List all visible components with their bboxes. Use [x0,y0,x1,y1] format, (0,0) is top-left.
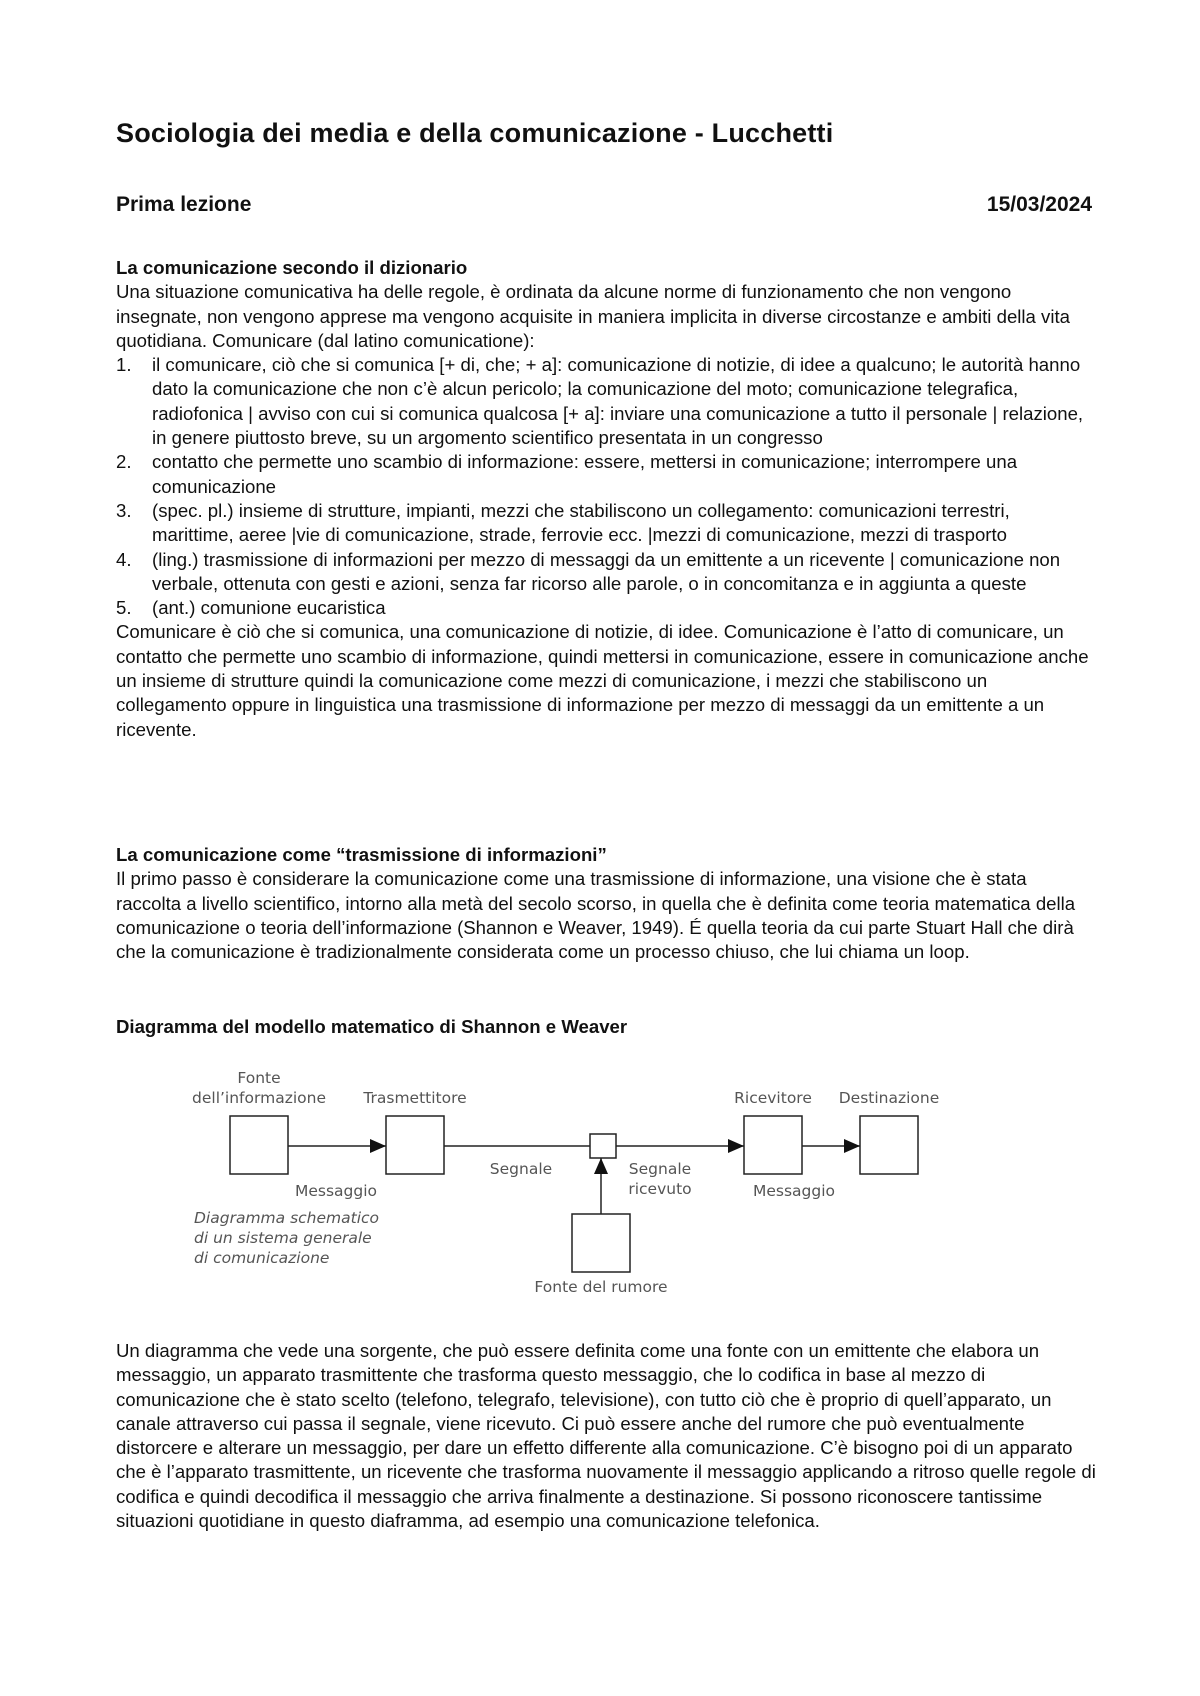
list-item-text: contatto che permette uno scambio di informazione: essere, mettersi in comunicazione; interrompere una comunicazione [152,451,1018,497]
paragraph-transmission: Il primo passo è considerare la comunicazione come una trasmissione di informazione, una visione che è stata raccolta a livello scientifico, intorno alla metà del secolo scorso, in quella che è definita come teoria matematica della comunicazione o teoria dell’informazione (Shannon e Weaver, 1949). É quella teoria da cui parte Stuart Hall che dirà che la comunicazione è tradizionalmente considerata come un processo chiuso, che lui chiama un loop. [116,868,1076,963]
noise-label: Fonte del rumore [534,1278,668,1296]
section-dictionary [116,256,1096,742]
list-item-text: (ant.) comunione eucaristica [152,597,386,619]
list-item [116,353,1096,450]
source-label: dell’informazione [192,1089,326,1107]
transmitter-label: Trasmettitore [363,1089,467,1107]
arrow-right-icon [370,1139,386,1153]
list-number: 3. [116,499,132,521]
paragraph-diagram: Un diagramma che vede una sorgente, che può essere definita come una fonte con un emittente che elabora un messaggio, un apparato trasmittente che trasforma questo messaggio, che lo codifica in base al mezzo di comunicazione che è stato scelto (telefono, telegrafo, televisione), con tutto ciò che è proprio di quell’apparato, un canale attraverso cui passa il segnale, viene ricevuto. Ci può essere anche del rumore che può eventualmente distorcere e alterare un messaggio, per dare un effetto differente alla comunicazione. C’è bisogno poi di un apparato che è l’apparato trasmittente, un ricevente che trasforma nuovamente il messaggio applicando a ritroso quelle regole di codifica e quindi decodifica il messaggio che arriva finalmente a destinazione. Si possono riconoscere tantissime situazioni quotidiane in questo diaframma, ad esempio una comunicazione telefonica. [116,1340,1096,1532]
list-number: 2. [116,451,132,473]
receiver-box [744,1116,802,1174]
transmitter-box [386,1116,444,1174]
list-number: 4. [116,548,132,570]
list-item-text: (spec. pl.) insieme di strutture, impianti, mezzi che stabiliscono un collegamento: comunicazioni terrestri, marittime, aeree |vie di comunicazione, strade, ferrovie ecc. |mezzi di comunicazione, mezzi di trasporto [152,499,1010,546]
list-item-text: (ling.) trasmissione di informazioni per mezzo di messaggi da un emittente a un ricevente | comunicazione non verbale, ottenuta con gesti e azioni, senza far ricorso alle parole, o in concomitanza e in aggiunta a queste [152,548,1061,594]
section-diagram-explanation [116,1339,1096,1533]
lesson-header [116,193,1092,217]
arrow-up-icon [594,1158,608,1174]
definition-list [116,353,1096,620]
channel-box [590,1134,616,1158]
message-label: Messaggio [752,1182,836,1200]
lesson-label: Prima lezione [116,193,252,216]
section-heading: La comunicazione come “trasmissione di informazioni” [116,844,607,865]
signal-label: Segnale [489,1160,553,1178]
shannon-weaver-diagram [184,1066,944,1306]
noise-box [572,1214,630,1272]
message-label: Messaggio [294,1182,378,1200]
source-label: Fonte [237,1069,281,1087]
received-signal-label: Segnale [628,1160,692,1178]
document-title: Sociologia dei media e della comunicazione - Lucchetti [116,118,834,148]
list-number: 1. [116,354,132,376]
received-signal-label: ricevuto [628,1180,692,1198]
diagram-caption: di un sistema generale [194,1229,372,1247]
arrow-right-icon [728,1139,744,1153]
list-item [116,499,1096,548]
section-heading: La comunicazione secondo il dizionario [116,257,468,278]
diagram-caption: Diagramma schematico [194,1209,380,1227]
arrow-right-icon [844,1139,860,1153]
list-item-text: il comunicare, ciò che si comunica [+ di, che; + a]: comunicazione di notizie, di idee a qualcuno; le autorità hanno dato la comunicazione che non c’è alcun pericolo; la comunicazione del moto; comunicazione telegrafica, radiofonica | avviso con cui si comunica qualcosa [+ a]: inviare una comunicazione a tutto il personale | relazione, in genere piuttosto breve, su un argomento scientifico presentata in un congresso [152,354,1084,449]
paragraph-intro: Una situazione comunicativa ha delle regole, è ordinata da alcune norme di funzionamento che non vengono insegnate, non vengono apprese ma vengono acquisite in maniera implicita in diverse circostanze e ambiti della vita quotidiana. Comunicare (dal latino comunicatione): [116,281,1070,351]
diagram-caption: di comunicazione [194,1249,330,1267]
receiver-label: Ricevitore [734,1089,812,1107]
destination-box [860,1116,918,1174]
paragraph-closing: Comunicare è ciò che si comunica, una comunicazione di notizie, di idee. Comunicazione è l’atto di comunicare, un contatto che permette uno scambio di informazione, quindi mettersi in comunicazione, essere in comunicazione anche un insieme di strutture quindi la comunicazione come mezzi di comunicazione, i mezzi che stabiliscono un collegamento oppure in linguistica una trasmissione di informazione per mezzo di messaggi da un emittente a un ricevente. [116,621,1089,740]
source-box [230,1116,288,1174]
lesson-date: 15/03/2024 [986,193,1092,216]
list-item [116,596,1096,620]
destination-label: Destinazione [838,1089,940,1107]
list-number: 5. [116,597,132,619]
list-item [116,450,1096,499]
section-transmission [116,843,1096,964]
list-item [116,548,1096,597]
diagram-heading: Diagramma del modello matematico di Shannon e Weaver [116,1016,628,1037]
